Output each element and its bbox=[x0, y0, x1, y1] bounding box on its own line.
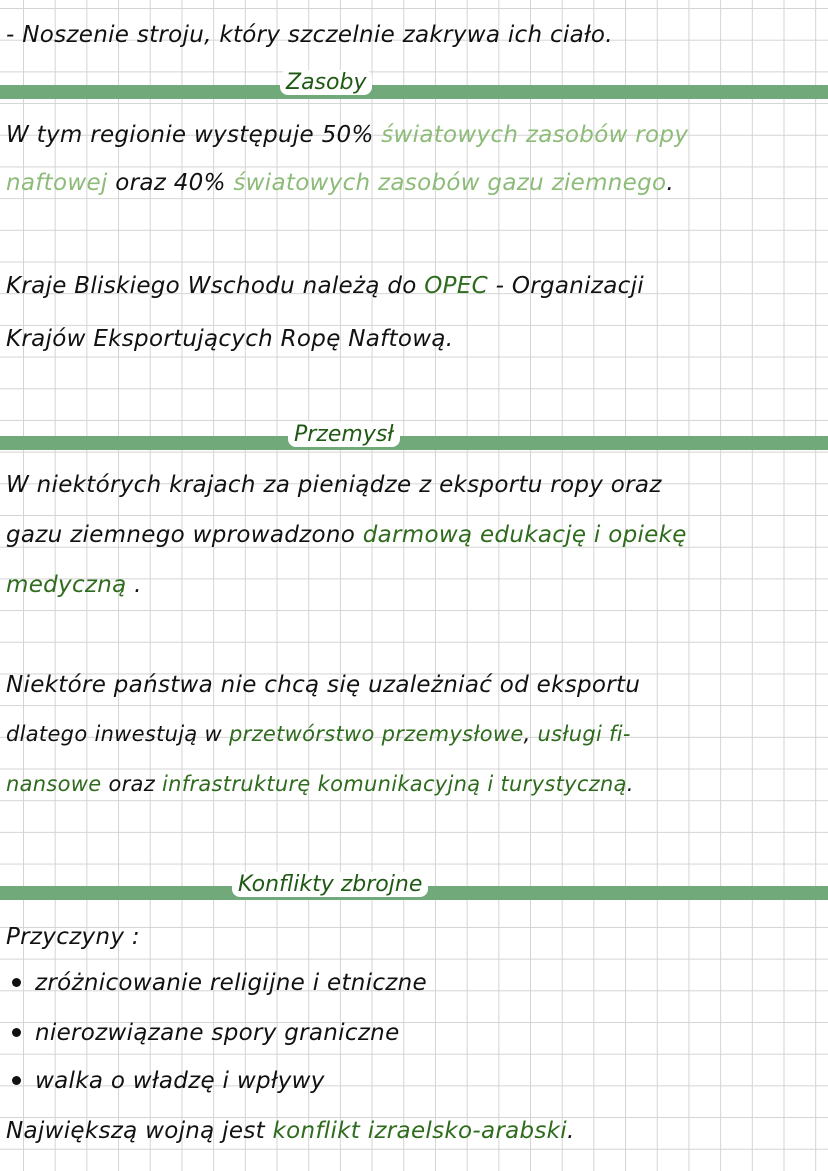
bullet-icon bbox=[12, 1028, 21, 1037]
bullet-icon bbox=[12, 978, 21, 987]
note-line: Największą wojną jest konflikt izraelsko-arabski. bbox=[6, 1118, 575, 1144]
note-line: Kraje Bliskiego Wschodu należą do OPEC - Organizacji bbox=[6, 273, 644, 299]
note-line: Przyczyny : bbox=[6, 924, 140, 950]
list-item: nierozwiązane spory graniczne bbox=[6, 1020, 400, 1046]
note-line: gazu ziemnego wprowadzono darmową edukację i opiekę bbox=[6, 522, 687, 548]
note-line: Niektóre państwa nie chcą się uzależniać od eksportu bbox=[6, 672, 641, 698]
note-line: dlatego inwestują w przetwórstwo przemysłowe, usługi fi- bbox=[6, 722, 631, 746]
note-line: medyczną . bbox=[6, 572, 142, 598]
note-line: W tym regionie występuje 50% światowych zasobów ropy bbox=[6, 122, 689, 148]
bullet-icon bbox=[12, 1076, 21, 1085]
note-line: nansowe oraz infrastrukturę komunikacyjną i turystyczną. bbox=[6, 772, 634, 796]
note-line: W niektórych krajach za pieniądze z eksportu ropy oraz bbox=[6, 472, 662, 498]
note-line: Krajów Eksportujących Ropę Naftową. bbox=[6, 326, 454, 352]
section-heading-industry: Przemysł bbox=[288, 422, 400, 447]
section-divider bbox=[0, 85, 828, 99]
section-heading-resources: Zasoby bbox=[280, 70, 372, 95]
section-heading-conflicts: Konflikty zbrojne bbox=[232, 872, 428, 897]
list-item: walka o władzę i wpływy bbox=[6, 1068, 325, 1094]
section-divider bbox=[0, 436, 828, 450]
list-item: zróżnicowanie religijne i etniczne bbox=[6, 970, 427, 996]
note-line: - Noszenie stroju, który szczelnie zakrywa ich ciało. bbox=[6, 22, 613, 48]
note-line: naftowej oraz 40% światowych zasobów gazu ziemnego. bbox=[6, 170, 675, 196]
